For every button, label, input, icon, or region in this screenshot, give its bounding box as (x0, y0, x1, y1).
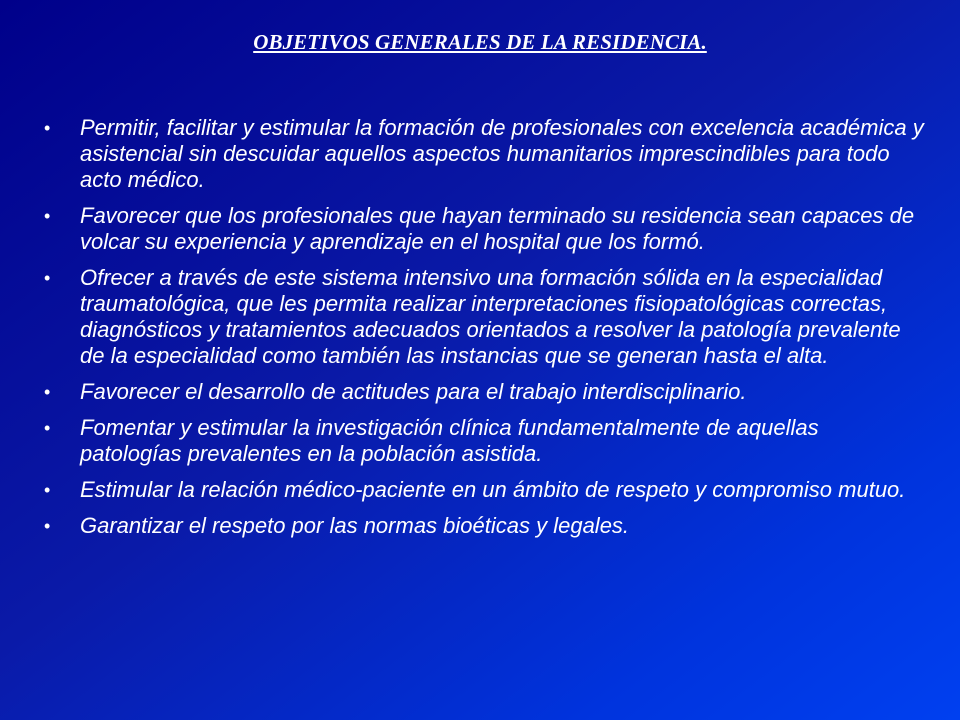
bullet-icon: • (44, 382, 51, 402)
list-item (44, 265, 924, 369)
list-item (44, 203, 924, 255)
bullet-icon: • (44, 418, 51, 438)
list-item-text: Favorecer el desarrollo de actitudes para el trabajo interdisciplinario. (80, 379, 747, 404)
list-item-text: Favorecer que los profesionales que hayan terminado su residencia sean capaces de volcar su experiencia y aprendizaje en el hospital que los formó. (80, 203, 915, 254)
objectives-list (44, 115, 924, 549)
list-item (44, 415, 924, 467)
list-item-text: Ofrecer a través de este sistema intensivo una formación sólida en la especialidad traumatológica, que les permita realizar interpretaciones fisiopatológicas correctas, diagnósticos y tratamientos adecuados orientados a resolver la patología prevalente de la especialidad como también las instancias que se generan hasta el alta. (80, 265, 901, 368)
list-item (44, 115, 924, 193)
bullet-icon: • (44, 268, 51, 288)
list-item (44, 379, 924, 405)
list-item (44, 513, 924, 539)
slide-title: OBJETIVOS GENERALES DE LA RESIDENCIA. (253, 30, 707, 54)
bullet-icon: • (44, 480, 51, 500)
bullet-icon: • (44, 516, 51, 536)
list-item-text: Permitir, facilitar y estimular la formación de profesionales con excelencia académica y asistencial sin descuidar aquellos aspectos humanitarios imprescindibles para todo acto médico. (80, 115, 924, 192)
list-item-text: Fomentar y estimular la investigación clínica fundamentalmente de aquellas patologías prevalentes en la población asistida. (80, 415, 819, 466)
bullet-icon: • (44, 206, 51, 226)
list-item (44, 477, 924, 503)
list-item-text: Estimular la relación médico-paciente en un ámbito de respeto y compromiso mutuo. (80, 477, 906, 502)
bullet-icon: • (44, 118, 51, 138)
list-item-text: Garantizar el respeto por las normas bioéticas y legales. (80, 513, 630, 538)
